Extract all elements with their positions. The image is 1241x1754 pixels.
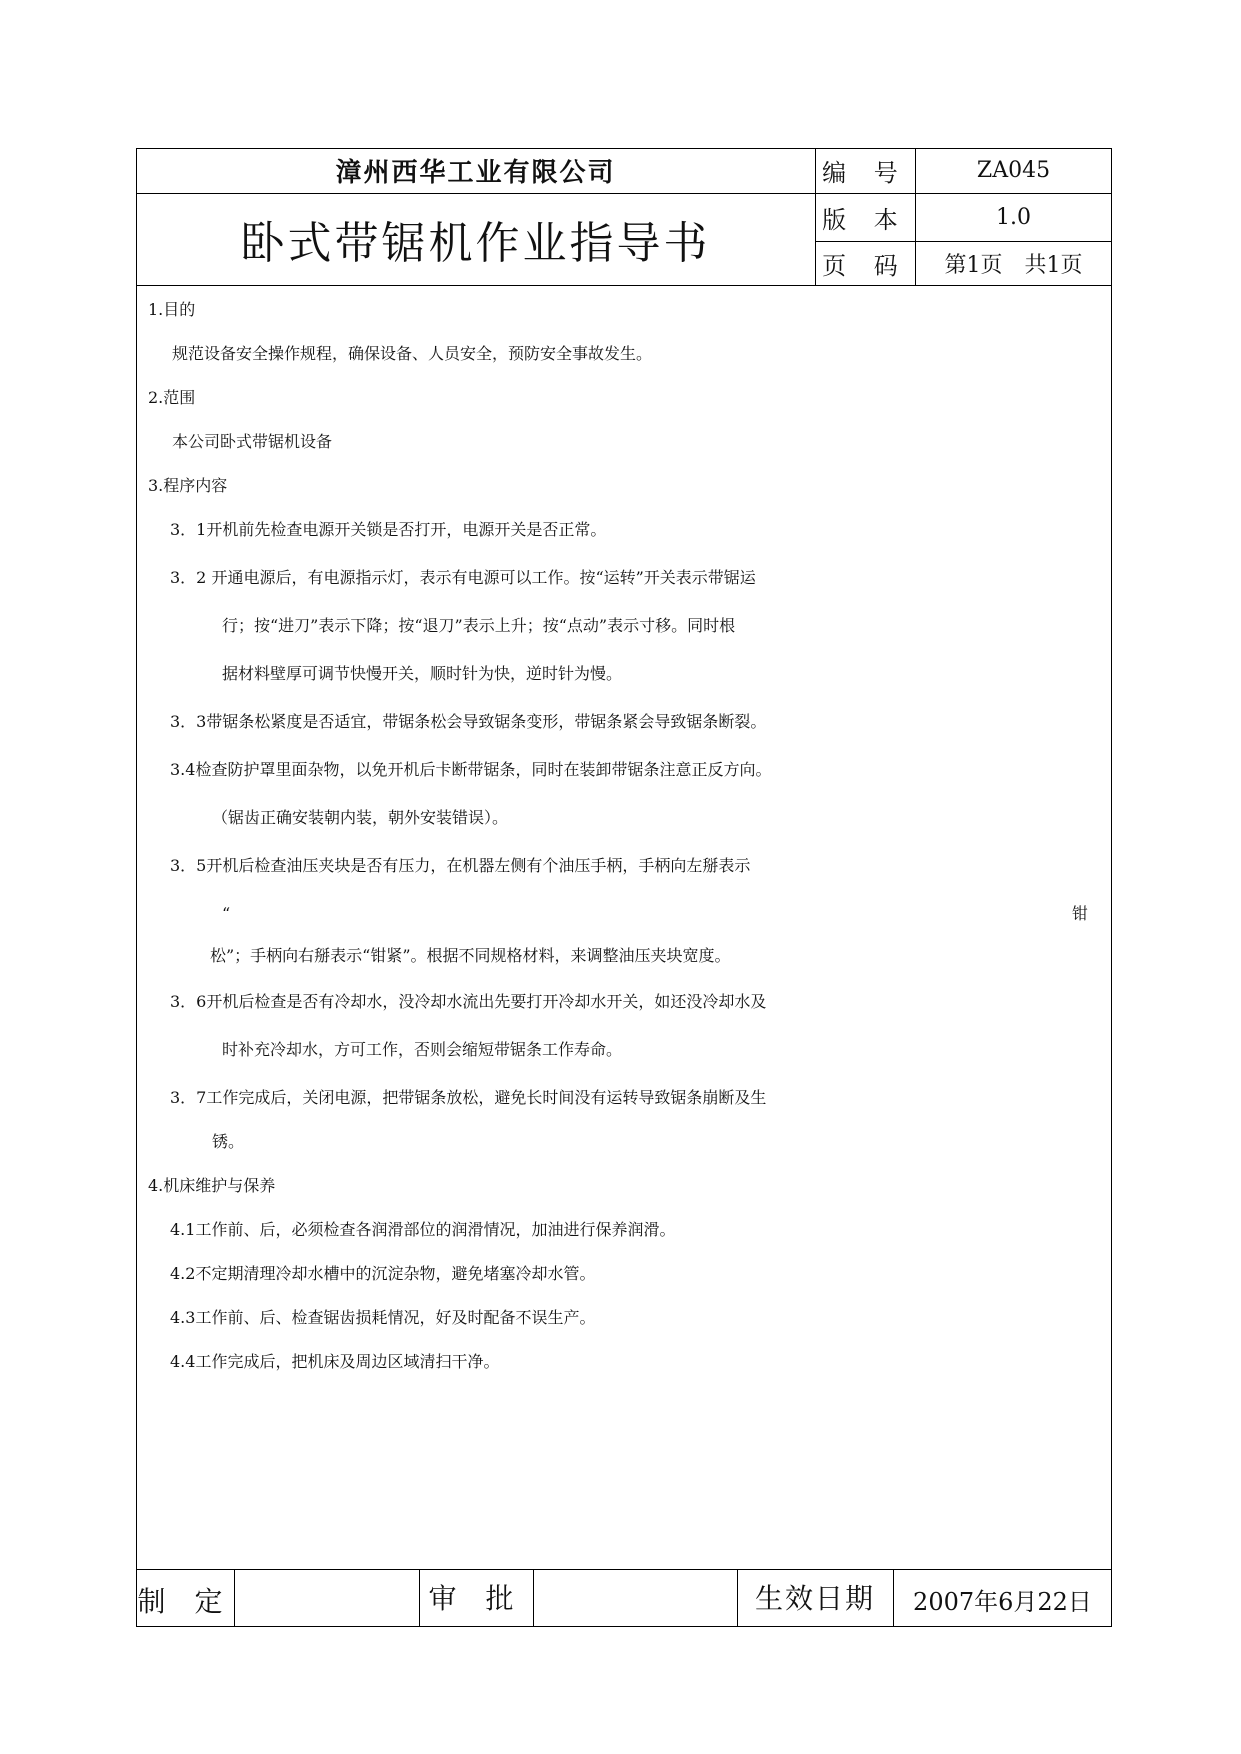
item-3-5-line-3: 松”；手柄向右掰表示“钳紧”。根据不同规格材料，来调整油压夹块宽度。 (210, 946, 731, 965)
item-3-6-line-2: 时补充冷却水，方可工作，否则会缩短带锯条工作寿命。 (222, 1040, 623, 1059)
section-3-title: 3.程序内容 (148, 476, 228, 495)
page-label: 页 码 (822, 251, 908, 280)
item-4-2: 4.2不定期清理冷却水槽中的沉淀杂物，避免堵塞冷却水管。 (170, 1264, 596, 1283)
version-value: 1.0 (996, 204, 1031, 230)
section-2-title: 2.范围 (148, 388, 196, 407)
item-3-5-quote-open: “ (222, 904, 231, 923)
item-3-2-line-3: 据材料壁厚可调节快慢开关，顺时针为快，逆时针为慢。 (222, 664, 623, 683)
approve-value (533, 1569, 737, 1624)
section-2-text: 本公司卧式带锯机设备 (172, 432, 333, 451)
item-4-3: 4.3工作前、后、检查锯齿损耗情况，好及时配备不误生产。 (170, 1308, 596, 1327)
item-3-5-line-1: 3．5开机后检查油压夹块是否有压力，在机器左侧有个油压手柄，手柄向左掰表示 (170, 856, 751, 875)
item-3-4-line-2: （锯齿正确安装朝内装，朝外安装错误）。 (212, 808, 509, 827)
made-by-label: 制 定 (137, 1584, 233, 1618)
item-4-1: 4.1工作前、后，必须检查各润滑部位的润滑情况，加油进行保养润滑。 (170, 1220, 676, 1239)
item-3-2-line-2: 行；按“进刀”表示下降；按“退刀”表示上升；按“点动”表示寸移。同时根 (222, 616, 736, 635)
approve-label: 审 批 (428, 1581, 524, 1615)
section-4-title: 4.机床维护与保养 (148, 1176, 276, 1195)
item-3-1: 3．1开机前先检查电源开关锁是否打开，电源开关是否正常。 (170, 520, 607, 539)
item-4-4: 4.4工作完成后，把机床及周边区域清扫干净。 (170, 1352, 500, 1371)
page-value: 第1页 共1页 (944, 252, 1083, 278)
item-3-7-line-1: 3．7工作完成后，关闭电源，把带锯条放松，避免长时间没有运转导致锯条崩断及生 (170, 1088, 767, 1107)
header-bottom-line (136, 285, 1112, 286)
number-value: ZA045 (976, 158, 1051, 183)
version-label: 版 本 (822, 205, 908, 234)
item-3-2-line-1: 3．2 开通电源后，有电源指示灯，表示有电源可以工作。按“运转”开关表示带锯运 (170, 568, 756, 587)
item-3-3: 3．3带锯条松紧度是否适宜，带锯条松会导致锯条变形，带锯条紧会导致锯条断裂。 (170, 712, 767, 731)
item-3-4-line-1: 3.4检查防护罩里面杂物，以免开机后卡断带锯条，同时在装卸带锯条注意正反方向。 (170, 760, 772, 779)
made-by-value (234, 1572, 419, 1627)
item-3-5-wrap-char: 钳 (1072, 904, 1089, 923)
item-3-6-line-1: 3．6开机后检查是否有冷却水，没冷却水流出先要打开冷却水开关，如还没冷却水及 (170, 992, 767, 1011)
number-label: 编 号 (822, 159, 908, 187)
company-name: 漳州西华工业有限公司 (335, 158, 616, 188)
effective-date-label: 生效日期 (754, 1581, 875, 1615)
document-title: 卧式带锯机作业指导书 (240, 218, 711, 269)
item-3-7-line-2: 锈。 (212, 1132, 245, 1151)
section-1-text: 规范设备安全操作规程，确保设备、人员安全，预防安全事故发生。 (172, 344, 653, 363)
section-1-title: 1.目的 (148, 300, 196, 319)
effective-date-value: 2007年6月22日 (913, 1588, 1092, 1616)
